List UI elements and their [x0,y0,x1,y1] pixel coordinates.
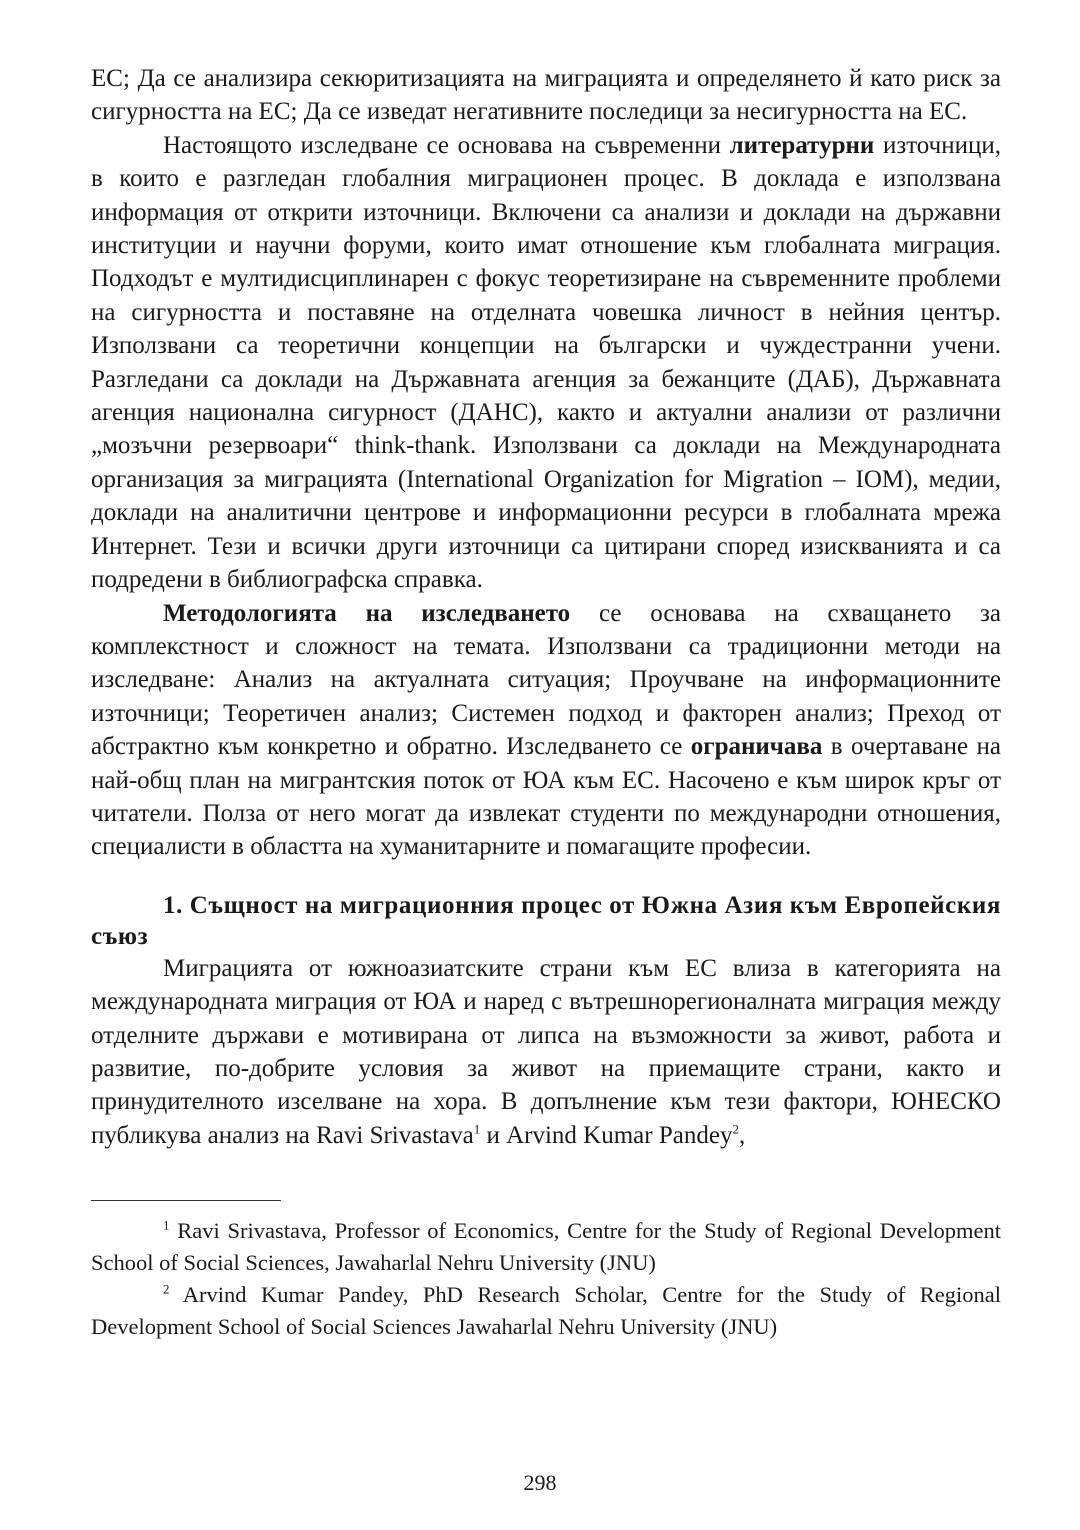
footnote-2-number: 2 [163,1281,170,1297]
sources-rest: източници, в които е разгледан глобалния миграционен процес. В доклада е използвана информация от открити източници. Включени са анализи и доклади на държавни институции и научни форуми, които имат отношение към глобалната миграция. Подходът е мултидисциплинарен с фокус теоретизиране на съвременните проблеми на сигурността и поставяне на отделната човешка личност в нейния център. Използвани са теоретични концепции на български и чуждестранни учени. Разгледани са доклади на Държавната агенция за бежанците (ДАБ), Държавната агенция национална сигурност (ДАНС), както и актуални анализи от различни „мозъчни резервоари“ think-thank. Използвани са доклади на Международната организация за миграцията (International Organization for Migration – IOM), медии, доклади на аналитични центрове и информационни ресурси в глобалната мрежа Интернет. Тези и всички други източници са цитирани според изискванията и са подредени в библиографска справка. [91,131,1001,594]
page-number: 298 [523,1470,557,1495]
migration-text: Миграцията от южноазиатските страни към ЕС влиза в категорията на международната миграция от ЮА и наред с вътрешнорегионалната миграция между отделните държави е мотивирана от липса на възможности за живот, работа и развитие, по-добрите условия за живот на приемащите страни, както и принудителното изселване на хора. В допълнение към тези фактори, ЮНЕСКО публикува анализ на Ravi Srivastava [91,954,1001,1149]
migration-end: , [738,1121,746,1149]
page-body [91,62,1001,1343]
paragraph-sources [91,129,1001,597]
migration-mid: и Arvind Kumar Pandey [480,1121,733,1149]
footnote-ref-2[interactable]: 2 [732,1121,739,1137]
footnote-1-text: Ravi Srivastava, Professor of Economics, Centre for the Study of Regional Development School of Social Sciences, Jawaharlal Nehru University (JNU) [91,1218,1001,1276]
paragraph-methodology [91,597,1001,864]
methodology-bold-term: Методологията на изследването [163,599,571,627]
paragraph-objectives-end: ЕС; Да се анализира секюритизацията на миграцията и определянето й като риск за сигурността на ЕС; Да се изведат негативните последици за несигурността на ЕС. [91,65,1001,126]
footnote-1 [91,1215,1001,1279]
section-heading: 1. Същност на миграционния процес от Южна Азия към Европейския съюз [91,891,1001,950]
sources-bold-term: литературни [729,131,875,159]
footnote-1-number: 1 [163,1217,170,1233]
footnote-ref-1[interactable]: 1 [473,1121,481,1137]
methodology-text-2: в очертаване на най-общ план на мигрантския поток от ЮА към ЕС. Насочено е към широк кръг от читатели. Полза от него могат да извлекат студенти по международни отношения, специалисти в областта на хуманитарните и помагащите професии. [91,733,1001,861]
methodology-text-1: се основава на схващането за комплекстност и сложност на темата. Използвани са традиционни методи на изследване: Анализ на актуалната ситуация; Проучване на информационните източници; Теоретичен анализ; Системен подход и факторен анализ; Преход от абстрактно към конкретно и обратно. Изследването се [91,599,1001,761]
methodology-bold-limit: ограничава [690,733,823,761]
paragraph-migration-essence [91,952,1001,1152]
sources-lead: Настоящото изследване се основава на съвременни [163,131,730,159]
footnote-2 [91,1279,1001,1343]
footnote-2-text: Arvind Kumar Pandey, PhD Research Scholar, Centre for the Study of Regional Development School of Social Sciences Jawaharlal Nehru University (JNU) [91,1282,1001,1340]
footnote-divider [91,1200,281,1201]
